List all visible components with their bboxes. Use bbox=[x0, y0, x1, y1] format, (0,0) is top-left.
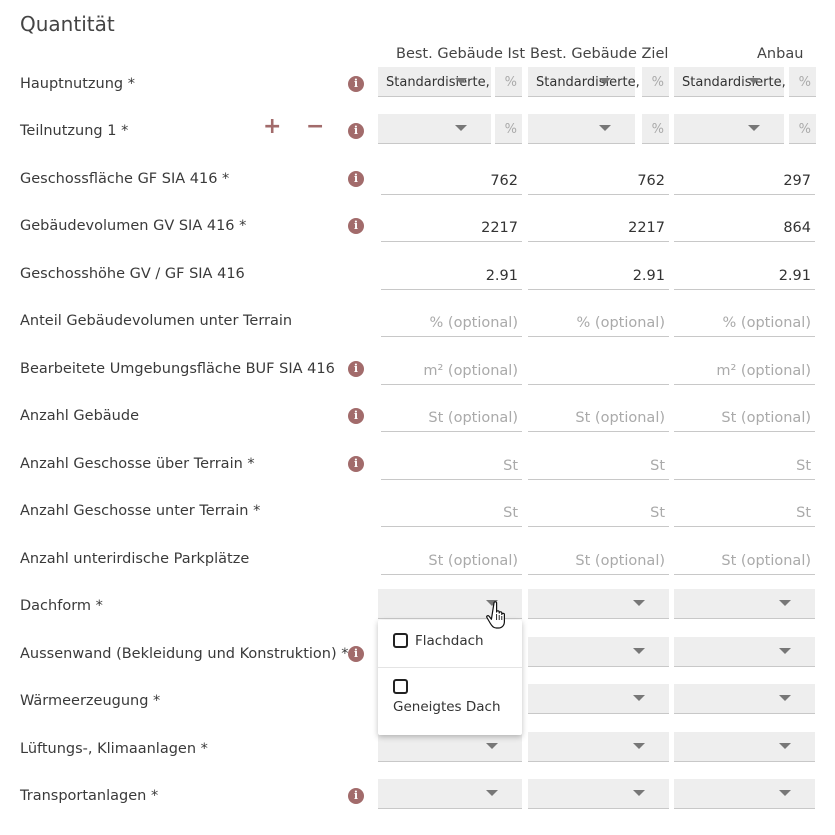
row-label: Anzahl Geschosse unter Terrain * bbox=[20, 503, 261, 519]
input-value: 297 bbox=[783, 173, 811, 189]
row-label: Bearbeitete Umgebungsfläche BUF SIA 416 bbox=[20, 361, 335, 377]
select-field[interactable] bbox=[528, 589, 669, 619]
info-icon[interactable]: i bbox=[348, 218, 364, 234]
input-value: 2217 bbox=[481, 220, 518, 236]
select-field[interactable] bbox=[674, 637, 815, 667]
input-placeholder: St (optional) bbox=[575, 553, 665, 569]
input-placeholder: % (optional) bbox=[722, 315, 811, 331]
form-row bbox=[0, 538, 835, 585]
form-row bbox=[0, 490, 835, 537]
info-icon[interactable]: i bbox=[348, 646, 364, 662]
caret-down-icon bbox=[779, 790, 791, 796]
row-label: Anzahl unterirdische Parkplätze bbox=[20, 551, 250, 567]
form-row bbox=[0, 110, 835, 157]
number-input[interactable] bbox=[528, 355, 669, 385]
select-field[interactable] bbox=[528, 114, 635, 144]
row-label: Transportanlagen * bbox=[20, 788, 159, 804]
caret-down-icon bbox=[633, 790, 645, 796]
caret-down-icon bbox=[633, 695, 645, 701]
caret-down-icon bbox=[633, 743, 645, 749]
select-field[interactable] bbox=[674, 114, 784, 144]
info-icon[interactable]: i bbox=[348, 76, 364, 92]
percent-placeholder: % bbox=[651, 122, 664, 137]
caret-down-icon bbox=[748, 78, 760, 84]
number-input[interactable] bbox=[674, 402, 815, 432]
info-icon[interactable]: i bbox=[348, 456, 364, 472]
input-placeholder: St bbox=[796, 458, 811, 474]
select-field[interactable] bbox=[528, 67, 640, 97]
number-input[interactable] bbox=[381, 450, 522, 480]
input-placeholder: St (optional) bbox=[721, 553, 811, 569]
row-label: Hauptnutzung * bbox=[20, 76, 135, 92]
row-label: Dachform * bbox=[20, 598, 103, 614]
caret-down-icon bbox=[779, 600, 791, 606]
input-placeholder: St bbox=[503, 505, 518, 521]
number-input[interactable] bbox=[381, 212, 522, 242]
row-label: Anzahl Geschosse über Terrain * bbox=[20, 456, 255, 472]
dachform-dropdown-menu bbox=[378, 620, 522, 735]
select-value: Standardisierte, bbox=[386, 75, 490, 90]
select-field[interactable] bbox=[674, 732, 815, 762]
number-input[interactable] bbox=[528, 307, 669, 337]
info-icon[interactable]: i bbox=[348, 171, 364, 187]
checkbox-icon[interactable] bbox=[393, 633, 408, 648]
form-row bbox=[0, 395, 835, 442]
form-row bbox=[0, 775, 835, 822]
input-placeholder: % (optional) bbox=[429, 315, 518, 331]
input-placeholder: St (optional) bbox=[721, 410, 811, 426]
row-label: Anteil Gebäudevolumen unter Terrain bbox=[20, 313, 293, 329]
add-teilnutzung-button[interactable]: + bbox=[263, 114, 282, 139]
number-input[interactable] bbox=[381, 165, 522, 195]
row-label: Anzahl Gebäude bbox=[20, 408, 139, 424]
row-label: Teilnutzung 1 * bbox=[20, 123, 129, 139]
percent-placeholder: % bbox=[504, 75, 517, 90]
form-row bbox=[0, 63, 835, 110]
row-label: Lüftungs-, Klimaanlagen * bbox=[20, 741, 208, 757]
form-row bbox=[0, 205, 835, 252]
number-input[interactable] bbox=[528, 165, 669, 195]
caret-down-icon bbox=[599, 78, 611, 84]
number-input[interactable] bbox=[674, 307, 815, 337]
form-row bbox=[0, 728, 835, 775]
checkbox-icon[interactable] bbox=[393, 679, 408, 694]
info-icon[interactable]: i bbox=[348, 408, 364, 424]
form-row bbox=[0, 300, 835, 347]
form-row bbox=[0, 158, 835, 205]
column-header-best-ist: Best. Gebäude Ist bbox=[396, 46, 526, 62]
number-input[interactable] bbox=[674, 545, 815, 575]
number-input[interactable] bbox=[528, 212, 669, 242]
row-label: Geschossfläche GF SIA 416 * bbox=[20, 171, 230, 187]
select-field[interactable] bbox=[378, 779, 522, 809]
percent-input[interactable] bbox=[495, 114, 522, 144]
hand-pointer-icon bbox=[486, 600, 512, 636]
caret-down-icon bbox=[633, 600, 645, 606]
select-value: Standardisierte, bbox=[536, 75, 640, 90]
percent-input[interactable] bbox=[789, 114, 816, 144]
percent-input[interactable] bbox=[642, 114, 669, 144]
select-field[interactable] bbox=[674, 67, 784, 97]
info-icon[interactable]: i bbox=[348, 123, 364, 139]
input-value: 2.91 bbox=[485, 268, 518, 284]
percent-input[interactable] bbox=[495, 67, 522, 97]
number-input[interactable] bbox=[674, 165, 815, 195]
form-row bbox=[0, 348, 835, 395]
percent-input[interactable] bbox=[642, 67, 669, 97]
input-placeholder: St bbox=[650, 458, 665, 474]
caret-down-icon bbox=[748, 125, 760, 131]
caret-down-icon bbox=[455, 78, 467, 84]
dropdown-option-label: Flachdach bbox=[415, 633, 484, 649]
number-input[interactable] bbox=[381, 497, 522, 527]
caret-down-icon bbox=[486, 790, 498, 796]
input-placeholder: St (optional) bbox=[575, 410, 665, 426]
dropdown-option-label: Geneigtes Dach bbox=[393, 699, 501, 715]
input-value: 2.91 bbox=[778, 268, 811, 284]
select-field[interactable] bbox=[378, 114, 491, 144]
number-input[interactable] bbox=[381, 545, 522, 575]
number-input[interactable] bbox=[674, 355, 815, 385]
number-input[interactable] bbox=[528, 497, 669, 527]
select-field[interactable] bbox=[528, 637, 669, 667]
caret-down-icon bbox=[779, 695, 791, 701]
section-title: Quantität bbox=[20, 12, 115, 36]
input-placeholder: St bbox=[503, 458, 518, 474]
select-field[interactable] bbox=[674, 589, 815, 619]
column-header-anbau: Anbau bbox=[757, 46, 804, 62]
remove-teilnutzung-button[interactable]: − bbox=[306, 114, 325, 139]
row-label: Geschosshöhe GV / GF SIA 416 bbox=[20, 266, 245, 282]
number-input[interactable] bbox=[528, 402, 669, 432]
input-value: 762 bbox=[490, 173, 518, 189]
number-input[interactable] bbox=[674, 450, 815, 480]
caret-down-icon bbox=[633, 648, 645, 654]
form-row bbox=[0, 253, 835, 300]
number-input[interactable] bbox=[381, 355, 522, 385]
input-value: 762 bbox=[637, 173, 665, 189]
info-icon[interactable]: i bbox=[348, 361, 364, 377]
input-value: 2217 bbox=[628, 220, 665, 236]
select-field[interactable] bbox=[378, 67, 491, 97]
number-input[interactable] bbox=[528, 450, 669, 480]
select-value: Standardisierte, bbox=[682, 75, 786, 90]
number-input[interactable] bbox=[381, 402, 522, 432]
dropdown-option-geneigtes-dach[interactable] bbox=[378, 668, 522, 735]
input-placeholder: St (optional) bbox=[428, 410, 518, 426]
form-row bbox=[0, 443, 835, 490]
select-field[interactable] bbox=[674, 684, 815, 714]
input-value: 2.91 bbox=[632, 268, 665, 284]
caret-down-icon bbox=[779, 648, 791, 654]
number-input[interactable] bbox=[381, 260, 522, 290]
select-field[interactable] bbox=[528, 732, 669, 762]
percent-placeholder: % bbox=[504, 122, 517, 137]
row-label: Wärmeerzeugung * bbox=[20, 693, 161, 709]
percent-placeholder: % bbox=[798, 75, 811, 90]
caret-down-icon bbox=[455, 125, 467, 131]
number-input[interactable] bbox=[674, 260, 815, 290]
column-header-best-ziel: Best. Gebäude Ziel bbox=[530, 46, 669, 62]
percent-input[interactable] bbox=[789, 67, 816, 97]
percent-placeholder: % bbox=[798, 122, 811, 137]
input-placeholder: St (optional) bbox=[428, 553, 518, 569]
number-input[interactable] bbox=[674, 212, 815, 242]
input-placeholder: St bbox=[796, 505, 811, 521]
number-input[interactable] bbox=[528, 260, 669, 290]
select-field[interactable] bbox=[378, 732, 522, 762]
number-input[interactable] bbox=[674, 497, 815, 527]
input-placeholder: St bbox=[650, 505, 665, 521]
select-field[interactable] bbox=[528, 684, 669, 714]
input-placeholder: m² (optional) bbox=[716, 363, 811, 379]
caret-down-icon bbox=[779, 743, 791, 749]
number-input[interactable] bbox=[528, 545, 669, 575]
caret-down-icon bbox=[599, 125, 611, 131]
number-input[interactable] bbox=[381, 307, 522, 337]
row-label: Aussenwand (Bekleidung und Konstruktion) * bbox=[20, 646, 349, 662]
input-value: 864 bbox=[783, 220, 811, 236]
caret-down-icon bbox=[486, 743, 498, 749]
row-label: Gebäudevolumen GV SIA 416 * bbox=[20, 218, 247, 234]
input-placeholder: m² (optional) bbox=[423, 363, 518, 379]
percent-placeholder: % bbox=[651, 75, 664, 90]
input-placeholder: % (optional) bbox=[576, 315, 665, 331]
select-field[interactable] bbox=[528, 779, 669, 809]
select-field[interactable] bbox=[674, 779, 815, 809]
info-icon[interactable]: i bbox=[348, 788, 364, 804]
